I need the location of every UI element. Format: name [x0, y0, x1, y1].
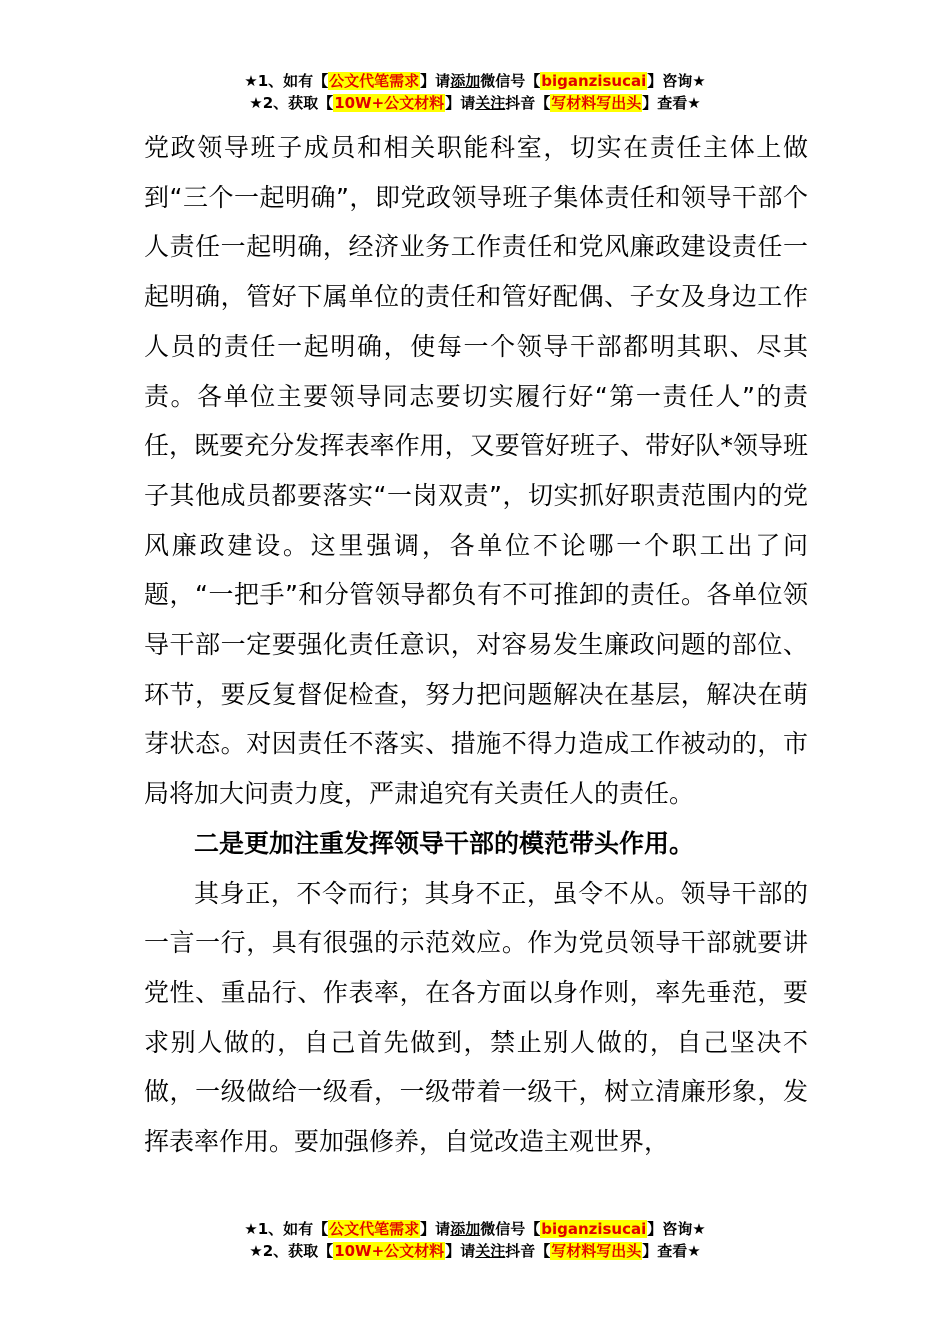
banner-text: 添加 — [450, 72, 481, 90]
banner-text: 】请 — [445, 1242, 476, 1260]
banner-text: 】咨询★ — [647, 1220, 706, 1238]
banner-line-2 — [0, 92, 950, 114]
body-paragraph: 党政领导班子成员和相关职能科室，切实在责任主体上做到“三个一起明确”，即党政领导班子集体责任和领导干部个人责任一起明确，经济业务工作责任和党风廉政建设责任一起明确，管好下属单位的责任和管好配偶、子女及身边工作人员的责任一起明确，使每一个领导干部都明其职、尽其责。各单位主要领导同志要切实履行好“第一责任人”的责任，既要充分发挥表率作用，又要管好班子、带好队*领导班子其他成员都要落实“一岗双责”，切实抓好职责范围内的党风廉政建设。这里强调，各单位不论哪一个职工出了问题，“一把手”和分管领导都负有不可推卸的责任。各单位领导干部一定要强化责任意识，对容易发生廉政问题的部位、环节，要反复督促检查，努力把问题解决在基层，解决在萌芽状态。对因责任不落实、措施不得力造成工作被动的，市局将加大问责力度，严肃追究有关责任人的责任。 — [144, 133, 808, 809]
banner-text: 微信号【 — [480, 1220, 541, 1238]
banner-text: ★2、获取【 — [249, 94, 334, 112]
footer-banner — [0, 1218, 950, 1262]
banner-text: 】请 — [420, 1220, 451, 1238]
banner-highlight: 公文代笔需求 — [329, 1220, 420, 1238]
section-heading: 二是更加注重发挥领导干部的模范带头作用。 — [194, 828, 695, 858]
banner-line-1 — [0, 70, 950, 92]
banner-text: 抖音【 — [505, 94, 551, 112]
banner-highlight: 10W+公文材料 — [334, 1242, 445, 1260]
banner-text: ★1、如有【 — [244, 1220, 329, 1238]
banner-highlight: biganzisucai — [541, 1220, 647, 1238]
banner-highlight: 写材料写出头 — [551, 94, 642, 112]
banner-text: ★1、如有【 — [244, 72, 329, 90]
banner-text: 】查看★ — [642, 1242, 701, 1260]
document-body — [144, 123, 808, 1167]
banner-text: 】请 — [445, 94, 476, 112]
banner-text: 关注 — [475, 94, 506, 112]
banner-line-2 — [0, 1240, 950, 1262]
banner-text: 抖音【 — [505, 1242, 551, 1260]
banner-highlight: 10W+公文材料 — [334, 94, 445, 112]
banner-text: 】查看★ — [642, 94, 701, 112]
banner-text: ★2、获取【 — [249, 1242, 334, 1260]
banner-line-1 — [0, 1218, 950, 1240]
banner-text: 】请 — [420, 72, 451, 90]
body-paragraph: 其身正，不令而行；其身不正，虽令不从。领导干部的一言一行，具有很强的示范效应。作为党员领导干部就要讲党性、重品行、作表率，在各方面以身作则，率先垂范，要求别人做的，自己首先做到，禁止别人做的，自己坚决不做，一级做给一级看，一级带着一级干，树立清廉形象，发挥表率作用。要加强修养，自觉改造主观世界， — [144, 878, 808, 1157]
banner-highlight: 公文代笔需求 — [329, 72, 420, 90]
banner-text: 关注 — [475, 1242, 506, 1260]
header-banner — [0, 70, 950, 114]
banner-highlight: biganzisucai — [541, 72, 647, 90]
banner-text: 】咨询★ — [647, 72, 706, 90]
banner-highlight: 写材料写出头 — [551, 1242, 642, 1260]
banner-text: 微信号【 — [480, 72, 541, 90]
banner-text: 添加 — [450, 1220, 481, 1238]
